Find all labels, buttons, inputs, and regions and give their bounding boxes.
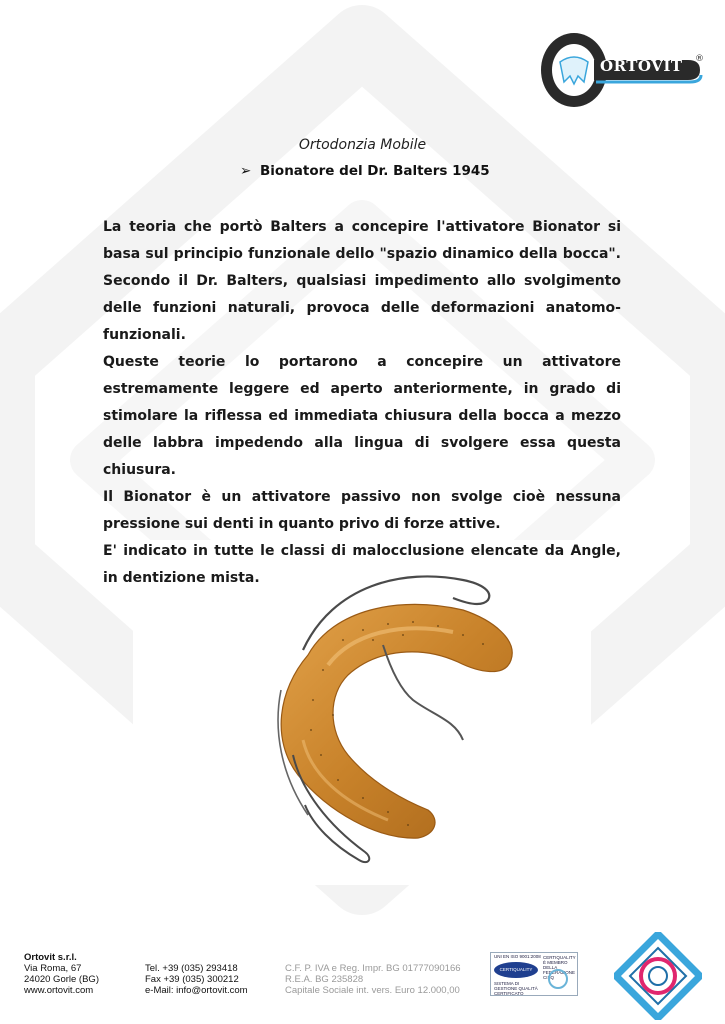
contact-email-link[interactable]: e-Mail: info@ortovit.com — [145, 985, 248, 996]
cisq-ring-icon — [548, 969, 568, 989]
document-body — [103, 214, 621, 592]
contact-tel: Tel. +39 (035) 293418 — [145, 963, 238, 974]
company-city: 24020 Gorle (BG) — [24, 974, 99, 985]
legal-capital: Capitale Sociale int. vers. Euro 12.000,00 — [285, 985, 460, 996]
cert-side-note: CERTIQUALITY È MEMBRO DELLA FEDERAZIONE CISQ — [543, 955, 576, 980]
contact-fax: Fax +39 (035) 300212 — [145, 974, 239, 985]
registered-mark: ® — [695, 54, 704, 64]
legal-rea: R.E.A. BG 235828 — [285, 974, 364, 985]
ortovit-diamond-logo — [614, 932, 702, 1020]
document-category-title: Ortodonzia Mobile — [298, 137, 427, 153]
subtitle-text: Bionatore del Dr. Balters 1945 — [260, 163, 490, 179]
logo-brand-text: ORTOVIT — [600, 57, 683, 75]
footer-company-block — [24, 952, 99, 996]
body-paragraph: La teoria che portò Balters a concepire l'attivatore Bionator si basa sul principio funzionale dello "spazio dinamico della bocca". Secondo il Dr. Balters, qualsiasi impedimento allo svolgimento delle funzioni naturali, provoca delle deformazioni anatomo-funzionali. — [103, 219, 621, 343]
cert-standard: UNI EN ISO 9001:2008 — [494, 954, 541, 959]
company-address: Via Roma, 67 — [24, 963, 82, 974]
footer-contacts-block — [145, 963, 248, 996]
body-paragraph: Il Bionator è un attivatore passivo non svolge cioè nessuna pressione sui denti in quanto privo di forze attive. — [103, 489, 621, 532]
certiquality-badge: CERTIQUALITY — [494, 962, 538, 978]
certification-badge — [490, 952, 578, 996]
body-paragraph: E' indicato in tutte le classi di malocclusione elencate da Angle, in dentizione mista. — [103, 543, 621, 586]
body-paragraph: Queste teorie lo portarono a concepire un attivatore estremamente leggere ed aperto anteriormente, in grado di stimolare la riflessa ed immediata chiusura della bocca a mezzo delle labbra impedendo alla lingua di svolgere essa questa chiusura. — [103, 354, 621, 478]
company-name: Ortovit s.r.l. — [24, 952, 77, 963]
company-website-link[interactable]: www.ortovit.com — [24, 985, 94, 996]
document-subtitle — [240, 163, 490, 179]
arrow-bullet-icon: ➢ — [240, 163, 252, 179]
legal-vat: C.F. P. IVA e Reg. Impr. BG 01777090166 — [285, 963, 461, 974]
cert-caption: SISTEMA DI GESTIONE QUALITÀ CERTIFICATO — [494, 981, 538, 996]
footer-legal-block — [285, 963, 461, 996]
